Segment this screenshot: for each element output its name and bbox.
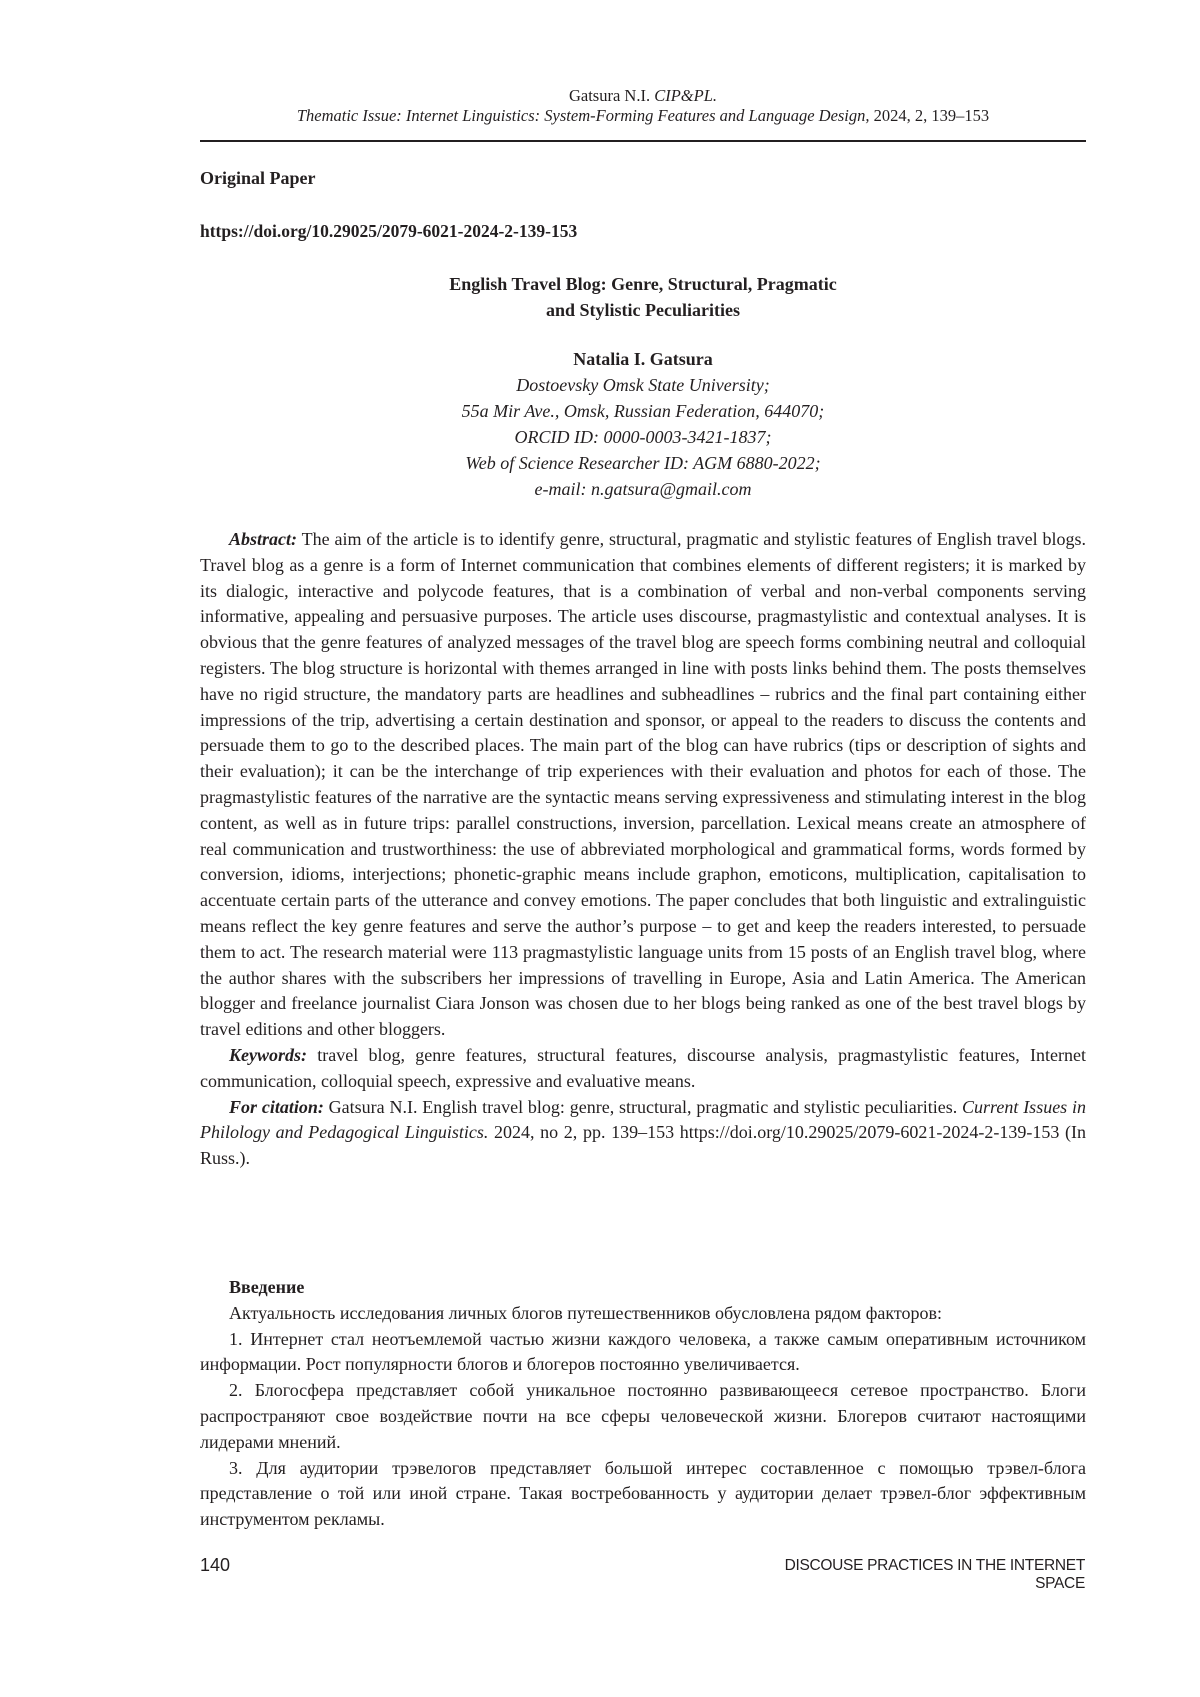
intro-paragraph: 2. Блогосфера представляет собой уникальное постоянно развивающееся сетевое пространство. Блоги распространяют свое воздействие почти на все сферы человеческой жизни. Блогеров считают настоящими лидерами мнений. <box>200 1380 1086 1452</box>
running-head-line-1 <box>200 86 1086 106</box>
running-head-issue-label: Thematic Issue: Internet Linguistics: System-Forming Features and Language Design, <box>296 106 870 125</box>
intro-paragraph: Актуальность исследования личных блогов путешественников обусловлена рядом факторов: <box>229 1302 943 1323</box>
paper-title <box>200 271 1086 323</box>
intro-paragraph: 3. Для аудитории трэвелогов представляет большой интерес составленное с помощью трэвел-блога представление о той или иной стране. Такая востребованность у аудитории делает трэвел-блог эффективным инструментом рекламы. <box>200 1457 1086 1530</box>
introduction-heading: Введение <box>229 1277 305 1297</box>
title-line-2: and Stylistic Peculiarities <box>546 300 740 320</box>
abstract-paragraph <box>200 527 1086 1043</box>
author-block <box>200 346 1086 502</box>
page-number: 140 <box>200 1555 231 1575</box>
abstract-text: The aim of the article is to identify genre, structural, pragmatic and stylistic features of English travel blogs. Travel blog as a genre is a form of Internet communication that combines elements of different registers; it is marked by its dialogic, interactive and polycode features, that is a combination of verbal and non-verbal components serving informative, appealing and persuasive purposes. The article uses discourse, pragmastylistic and contextual analyses. It is obvious that the genre features of analyzed messages of the travel blog are speech forms combining neutral and colloquial registers. The blog structure is horizontal with themes arranged in line with posts links behind them. The posts themselves have no rigid structure, the mandatory parts are headlines and subheadlines – rubrics and the final part containing either impressions of the trip, advertising a certain destination and sponsor, or appeal to the readers to discuss the contents and persuade them to go to the described places. The main part of the blog can have rubrics (tips or description of sights and their evaluation); it can be the interchange of trip experiences with their evaluation and photos for each of those. The pragmastylistic features of the narrative are the syntactic means serving expressiveness and stimulating interest in the blog content, as well as in future trips: parallel constructions, inversion, parcellation. Lexical means create an atmosphere of real communication and trustworthiness: the use of abbreviated morphological and grammatical forms, words formed by conversion, idioms, interjections; phonetic-graphic means include graphon, emoticons, multiplication, capitalisation to accentuate certain parts of the utterance and convey emotions. The paper concludes that both linguistic and extralinguistic means reflect the key genre features and serve the author’s purpose – to get and keep the readers interested, to persuade them to act. The research material were 113 pragmastylistic language units from 15 posts of an English travel blog, where the author shares with the subscribers her impressions of travelling in Europe, Asia and Latin America. The American blogger and freelance journalist Ciara Jonson was chosen due to her blogs being ranked as one of the best travel blogs by travel editions and other bloggers. <box>200 529 1086 1040</box>
abstract-section <box>200 527 1086 1172</box>
author-name: Natalia I. Gatsura <box>573 349 713 369</box>
running-head-line-2 <box>200 106 1086 126</box>
running-head-author: Gatsura N.I. <box>568 86 651 105</box>
citation-paragraph <box>200 1095 1086 1172</box>
keywords-label: Keywords: <box>229 1044 307 1065</box>
intro-paragraph: 1. Интернет стал неотъемлемой частью жизни каждого человека, а также самым оперативным источником информации. Рост популярности блогов и блогеров постоянно увеличивается. <box>200 1328 1086 1375</box>
affiliation-university: Dostoevsky Omsk State University; <box>516 375 770 395</box>
abstract-label: Abstract: <box>229 529 298 549</box>
doi-link[interactable]: https://doi.org/10.29025/2079-6021-2024-2-139-153 <box>200 221 578 241</box>
keywords-text: travel blog, genre features, structural features, discourse analysis, pragmastylistic features, Internet communication, colloquial speech, expressive and evaluative means. <box>200 1044 1087 1091</box>
citation-label: For citation: <box>229 1096 324 1117</box>
affiliation-address: 55a Mir Ave., Omsk, Russian Federation, 644070; <box>461 401 825 421</box>
header-divider <box>200 140 1086 142</box>
citation-journal: Current Issues in Philology and Pedagogical Linguistics. <box>200 1096 1087 1143</box>
footer-section-title: DISCOUSE PRACTICES IN THE INTERNET SPACE <box>784 1557 1085 1592</box>
keywords-paragraph <box>200 1043 1086 1095</box>
running-head-journal: CIP&PL. <box>654 86 718 105</box>
running-head <box>200 86 1086 126</box>
affiliation-orcid: ORCID ID: 0000-0003-3421-1837; <box>514 427 772 447</box>
citation-text: Gatsura N.I. English travel blog: genre, structural, pragmatic and stylistic peculiarities. <box>328 1096 958 1117</box>
title-line-1: English Travel Blog: Genre, Structural, Pragmatic <box>449 274 837 294</box>
affiliation-email[interactable]: e-mail: n.gatsura@gmail.com <box>534 479 752 499</box>
introduction-section <box>200 1275 1086 1533</box>
paper-type: Original Paper <box>200 168 316 188</box>
citation-details: 2024, no 2, pp. 139–153 https://doi.org/10.29025/2079-6021-2024-2-139-153 (In Russ.). <box>200 1122 1086 1169</box>
running-head-issue-details: 2024, 2, 139–153 <box>873 106 990 125</box>
affiliation-wos-id: Web of Science Researcher ID: AGM 6880-2022; <box>465 453 821 473</box>
